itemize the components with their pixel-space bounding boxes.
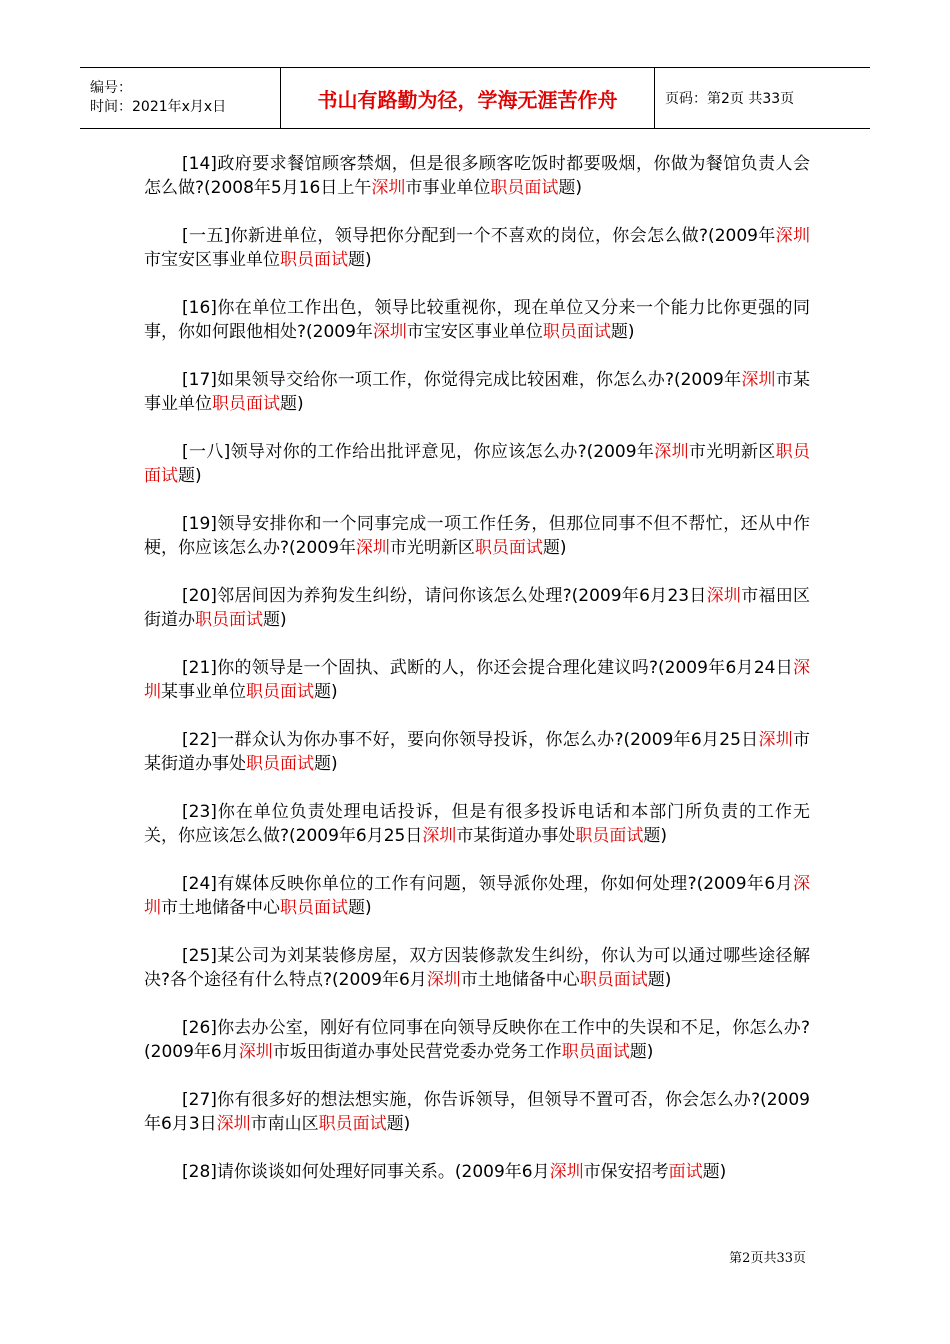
highlight-text: 深圳 <box>371 178 406 198</box>
question-text: [22]一群众认为你办事不好，要向你领导投诉，你怎么办?(2009年6月25日 <box>182 730 759 750</box>
question-text: 市土地储备中心 <box>460 970 580 990</box>
question-text: 市南山区 <box>250 1114 319 1134</box>
question-text: 市宝安区事业单位 <box>144 250 280 270</box>
date-label: 时间：2021年x月x日 <box>90 99 227 115</box>
question-text: [28]请你谈谈如何处理好同事关系。(2009年6月 <box>182 1162 550 1182</box>
question-paragraph <box>144 512 810 560</box>
question-paragraph <box>144 800 810 848</box>
highlight-text: 深圳 <box>216 1114 251 1134</box>
header-page-info <box>655 68 870 128</box>
question-text: 市宝安区事业单位 <box>406 322 543 342</box>
question-text: 市某街道办事处 <box>144 730 810 774</box>
highlight-text: 职员面试 <box>579 970 648 990</box>
highlight-text: 深圳 <box>422 826 457 846</box>
highlight-text: 职员面试 <box>318 1114 387 1134</box>
highlight-text: 职员面试 <box>490 178 559 198</box>
question-text: [17]如果领导交给你一项工作，你觉得完成比较困难，你怎么办?(2009年 <box>182 370 742 390</box>
question-text: [27]你有很多好的想法想实施，你告诉领导，但领导不置可否，你会怎么办?(2009年6月3日 <box>144 1090 810 1134</box>
question-paragraph <box>144 728 810 776</box>
highlight-text: 面试 <box>668 1162 703 1182</box>
highlight-text: 深圳 <box>144 658 810 702</box>
question-paragraph <box>144 368 810 416</box>
question-text: 题) <box>643 826 668 846</box>
highlight-text: 深圳 <box>372 322 407 342</box>
highlight-text: 深圳 <box>654 442 689 462</box>
question-text: 题) <box>263 610 287 630</box>
question-paragraph <box>144 224 810 272</box>
question-paragraph <box>144 440 810 488</box>
question-text: [20]邻居间因为养狗发生纠纷，请问你该怎么处理?(2009年6月23日 <box>182 586 707 606</box>
question-text: [19]领导安排你和一个同事完成一项工作任务，但那位同事不但不帮忙，还从中作梗，你应该怎么办?(2009年 <box>144 514 810 558</box>
question-text: [26]你去办公室，刚好有位同事在向领导反映你在工作中的失误和不足，你怎么办?(2009年6月 <box>144 1018 810 1062</box>
question-text: 题) <box>314 682 338 702</box>
highlight-text: 深圳 <box>355 538 390 558</box>
highlight-text: 职员面试 <box>246 682 314 702</box>
question-text: [14]政府要求餐馆顾客禁烟，但是很多顾客吃饭时都要吸烟，你做为餐馆负责人会怎么做?(2008年5月16日上午 <box>144 154 810 198</box>
question-text: 市某事业单位 <box>144 370 811 414</box>
highlight-text: 职员面试 <box>195 610 263 630</box>
highlight-text: 职员面试 <box>474 538 543 558</box>
question-text: 题) <box>610 322 635 342</box>
highlight-text: 职员面试 <box>246 754 314 774</box>
question-text: 题) <box>314 754 338 774</box>
question-text: [24]有媒体反映你单位的工作有问题，领导派你处理，你如何处理?(2009年6月 <box>182 874 793 894</box>
highlight-text: 职员面试 <box>280 250 348 270</box>
highlight-text: 职员面试 <box>575 826 644 846</box>
question-paragraph <box>144 1160 810 1184</box>
page-info-text: 页码：第2页 共33页 <box>665 91 795 107</box>
question-text: [25]某公司为刘某装修房屋，双方因装修款发生纠纷，你认为可以通过哪些途径解决?各个途径有什么特点?(2009年6月 <box>144 946 810 990</box>
question-text: [一五]你新进单位，领导把你分配到一个不喜欢的岗位，你会怎么做?(2009年 <box>182 226 776 246</box>
question-text: [23]你在单位负责处理电话投诉，但是有很多投诉电话和本部门所负责的工作无关，你应该怎么做?(2009年6月25日 <box>144 802 810 846</box>
highlight-text: 职员面试 <box>542 322 611 342</box>
highlight-text: 深圳 <box>758 730 793 750</box>
page-header <box>80 67 870 129</box>
motto-text: 书山有路勤为径，学海无涯苦作舟 <box>317 87 618 112</box>
question-text: 题) <box>558 178 583 198</box>
question-paragraph <box>144 1088 810 1136</box>
question-text: 市光明新区 <box>389 538 475 558</box>
highlight-text: 职员面试 <box>280 898 348 918</box>
question-text: 题) <box>647 970 672 990</box>
question-list <box>144 152 810 1208</box>
question-text: 题) <box>178 466 202 486</box>
question-text: 题) <box>702 1162 727 1182</box>
question-text: [一八]领导对你的工作给出批评意见，你应该怎么办?(2009年 <box>182 442 655 462</box>
question-text: 题) <box>542 538 567 558</box>
highlight-text: 职员面试 <box>561 1042 630 1062</box>
question-text: 市事业单位 <box>405 178 491 198</box>
highlight-text: 职员面试 <box>212 394 280 414</box>
question-paragraph <box>144 1016 810 1064</box>
question-paragraph <box>144 296 810 344</box>
highlight-text: 深圳 <box>144 874 810 918</box>
question-text: 某事业单位 <box>161 682 246 702</box>
highlight-text: 深圳 <box>549 1162 584 1182</box>
question-text: 市坂田街道办事处民营党委办党务工作 <box>272 1042 562 1062</box>
question-text: 题) <box>280 394 304 414</box>
highlight-text: 深圳 <box>426 970 461 990</box>
question-paragraph <box>144 656 810 704</box>
highlight-text: 深圳 <box>706 586 742 606</box>
highlight-text: 深圳 <box>238 1042 273 1062</box>
question-text: 市土地储备中心 <box>161 898 280 918</box>
header-meta <box>80 68 281 128</box>
highlight-text: 职员面试 <box>144 442 811 486</box>
question-text: 市某街道办事处 <box>456 826 576 846</box>
question-text: 市福田区街道办 <box>144 586 811 630</box>
question-text: 题) <box>348 898 372 918</box>
question-text: [16]你在单位工作出色，领导比较重视你，现在单位又分来一个能力比你更强的同事，你如何跟他相处?(2009年 <box>144 298 810 342</box>
question-text: 题) <box>629 1042 654 1062</box>
header-motto <box>281 68 655 128</box>
question-paragraph <box>144 584 810 632</box>
page-footer: 第2页共33页 <box>729 1251 806 1266</box>
question-paragraph <box>144 872 810 920</box>
highlight-text: 深圳 <box>775 226 811 246</box>
question-paragraph <box>144 152 810 200</box>
question-paragraph <box>144 944 810 992</box>
code-label: 编号： <box>90 80 132 96</box>
highlight-text: 深圳 <box>741 370 776 390</box>
question-text: 题) <box>386 1114 411 1134</box>
question-text: 市保安招考 <box>583 1162 669 1182</box>
question-text: 市光明新区 <box>688 442 776 462</box>
question-text: [21]你的领导是一个固执、武断的人，你还会提合理化建议吗?(2009年6月24日 <box>182 658 793 678</box>
question-text: 题) <box>348 250 372 270</box>
